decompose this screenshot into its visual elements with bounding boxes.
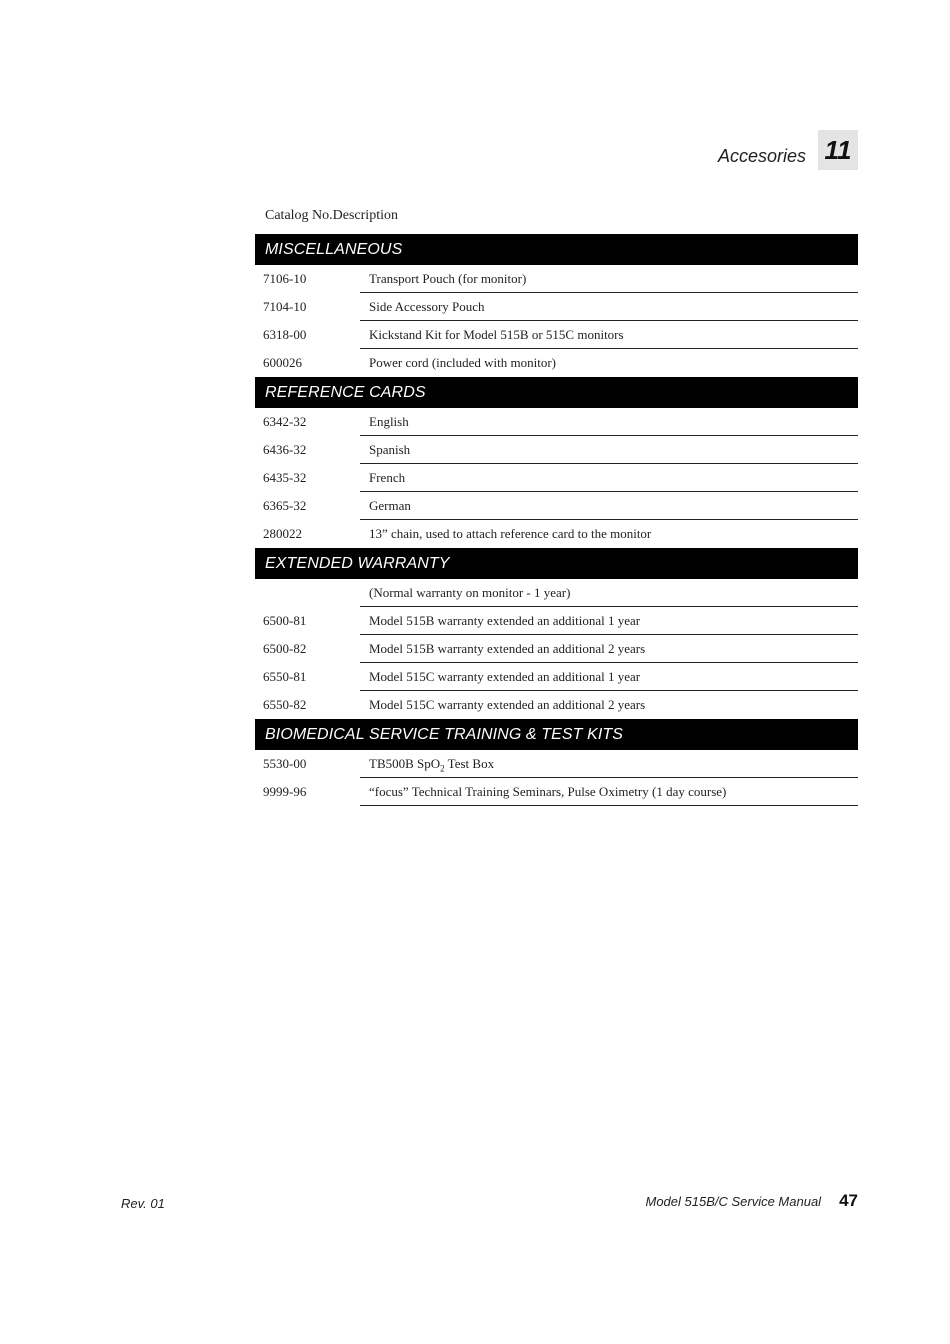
chapter-header [718, 130, 858, 170]
table-row [255, 778, 858, 806]
table-row [255, 520, 858, 548]
table-row [255, 321, 858, 349]
catalog-number: 6550-81 [263, 669, 307, 684]
description: Side Accessory Pouch [360, 293, 858, 321]
table-row [255, 607, 858, 635]
description: Model 515B warranty extended an additional 2 years [360, 635, 858, 663]
description: English [360, 408, 858, 436]
catalog-number: 6318-00 [263, 327, 307, 342]
table-row [255, 750, 858, 778]
catalog-number: 6365-32 [263, 498, 307, 513]
table-row [255, 663, 858, 691]
table-row [255, 635, 858, 663]
catalog-number: 6342-32 [263, 414, 307, 429]
revision-label: Rev. 01 [121, 1196, 165, 1211]
description: (Normal warranty on monitor - 1 year) [360, 579, 858, 607]
catalog-number: 600026 [263, 355, 302, 370]
table-row [255, 349, 858, 377]
subscript: 2 [440, 763, 445, 774]
catalog-number: 6435-32 [263, 470, 307, 485]
section-title-extended-warranty: EXTENDED WARRANTY [255, 548, 858, 579]
table-row [255, 408, 858, 436]
table-row [255, 492, 858, 520]
description [360, 750, 858, 778]
table-row [255, 579, 858, 607]
accessories-table [255, 234, 858, 806]
description-text: Test Box [444, 756, 495, 771]
column-header: Catalog No.Description [265, 208, 398, 223]
catalog-number: 6436-32 [263, 442, 307, 457]
description: Spanish [360, 436, 858, 464]
catalog-number: 7104-10 [263, 299, 307, 314]
description: Model 515B warranty extended an additional 1 year [360, 607, 858, 635]
section-title-reference-cards: REFERENCE CARDS [255, 377, 858, 408]
catalog-number: 6500-82 [263, 641, 307, 656]
page-footer [645, 1191, 858, 1211]
chapter-name: Accesories [717, 145, 806, 166]
page-number: 47 [839, 1191, 858, 1210]
table-row [255, 265, 858, 293]
description: Model 515C warranty extended an additional 2 years [369, 697, 646, 712]
description-text: TB500B SpO [369, 756, 441, 771]
section-title-biomedical-service: BIOMEDICAL SERVICE TRAINING & TEST KITS [255, 719, 858, 750]
section-title-miscellaneous: MISCELLANEOUS [255, 234, 858, 265]
catalog-number: 7106-10 [263, 271, 307, 286]
description: Power cord (included with monitor) [369, 355, 557, 370]
description: Transport Pouch (for monitor) [360, 265, 858, 293]
table-row [255, 293, 858, 321]
chapter-number: 11 [818, 130, 858, 170]
table-row [255, 691, 858, 719]
catalog-number: 6550-82 [263, 697, 307, 712]
description: French [360, 464, 858, 492]
description: German [360, 492, 858, 520]
table-row [255, 436, 858, 464]
catalog-number: 6500-81 [263, 613, 307, 628]
description: 13” chain, used to attach reference card to the monitor [369, 526, 652, 541]
catalog-number: 280022 [263, 526, 302, 541]
catalog-number [255, 579, 360, 607]
table-row [255, 464, 858, 492]
description: Kickstand Kit for Model 515B or 515C monitors [360, 321, 858, 349]
catalog-number: 9999-96 [263, 784, 307, 799]
manual-title: Model 515B/C Service Manual [645, 1194, 822, 1209]
catalog-number: 5530-00 [263, 756, 307, 771]
description: Model 515C warranty extended an additional 1 year [360, 663, 858, 691]
description: “focus” Technical Training Seminars, Pulse Oximetry (1 day course) [360, 778, 858, 806]
